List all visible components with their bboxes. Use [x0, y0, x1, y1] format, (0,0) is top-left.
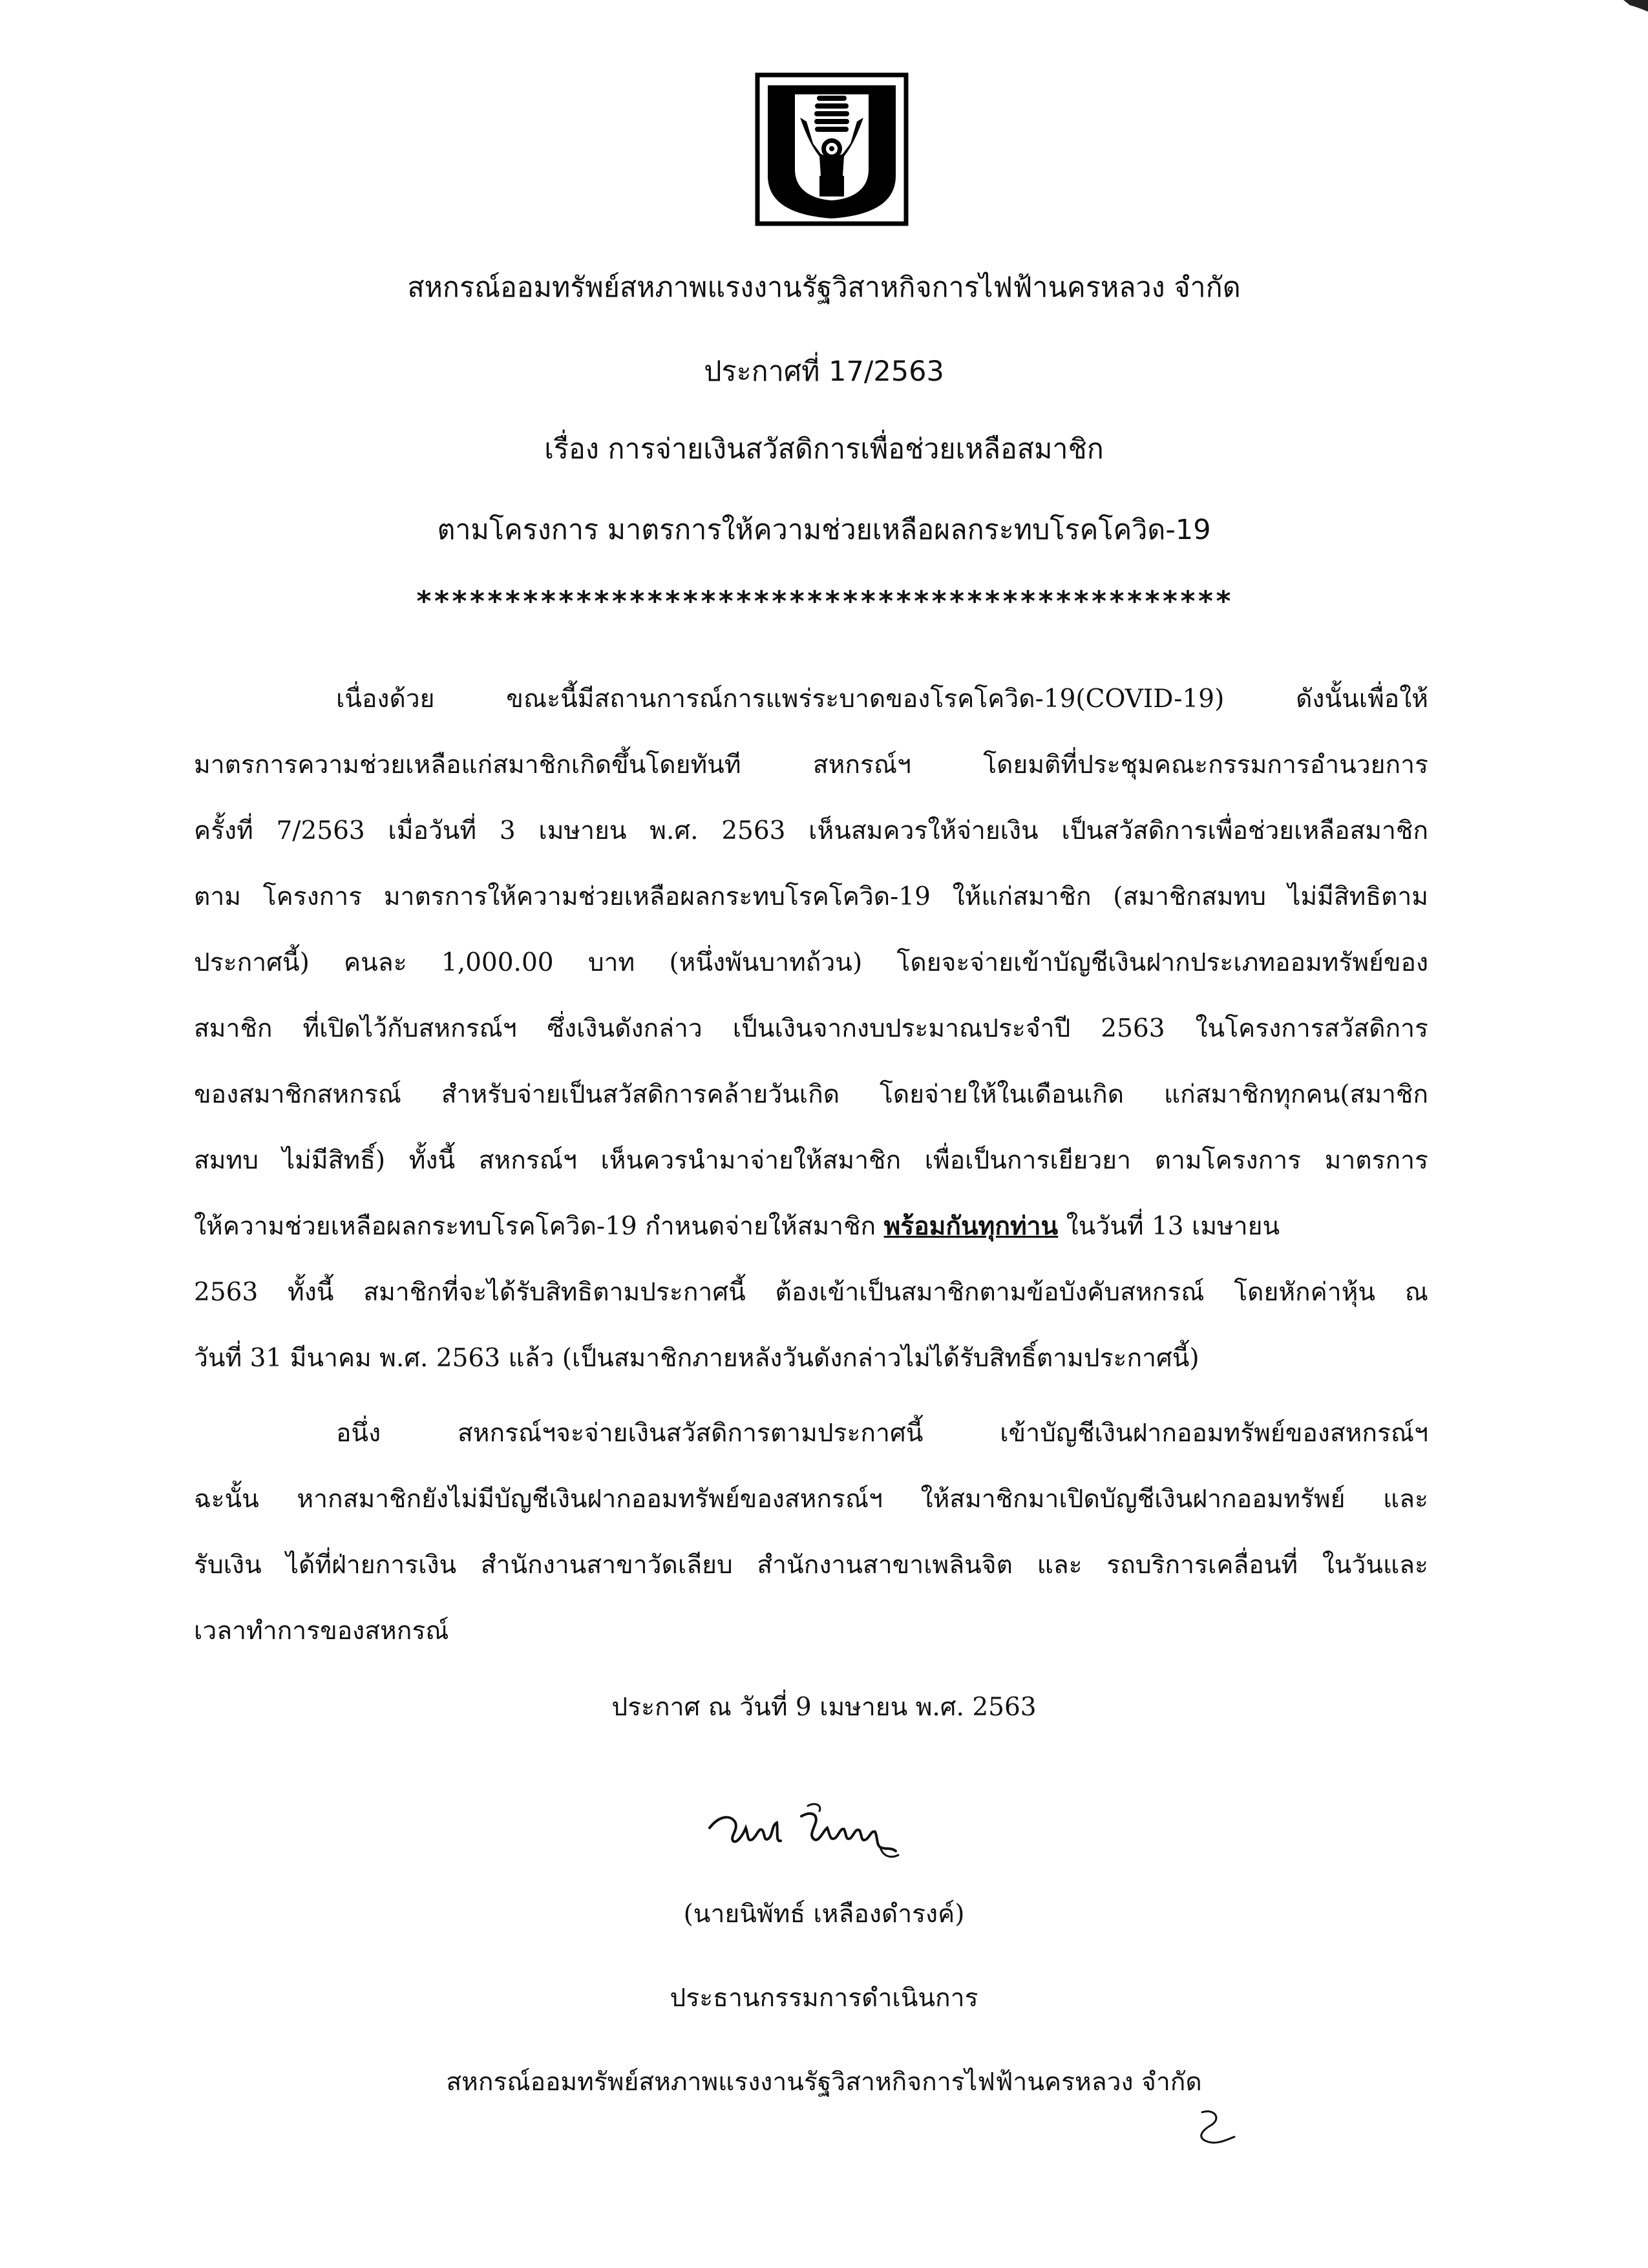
- body-line: สมาชิก ที่เปิดไว้กับสหกรณ์ฯ ซึ่งเงินดังกล่าว เป็นเงินจากงบประมาณประจำปี 2563 ในโครงการสวัสดิการ: [194, 1014, 1428, 1043]
- emphasis-text: พร้อมกันทุกท่าน: [883, 1211, 1059, 1241]
- body-line: มาตรการความช่วยเหลือแก่สมาชิกเกิดขึ้นโดยทันที สหกรณ์ฯ โดยมติที่ประชุมคณะกรรมการอำนวยการ: [194, 750, 1428, 779]
- signer-name: (นายนิพัทธ์ เหลืองดำรงค์): [683, 1900, 965, 1929]
- announcement-number: ประกาศที่ 17/2563: [704, 355, 944, 388]
- body-line: วันที่ 31 มีนาคม พ.ศ. 2563 แล้ว (เป็นสมาชิกภายหลังวันดังกล่าวไม่ได้รับสิทธิ์ตามประกาศนี้): [194, 1344, 1199, 1373]
- body-line: ของสมาชิกสหกรณ์ สำหรับจ่ายเป็นสวัสดิการคล้ายวันเกิด โดยจ่ายให้ในเดือนเกิด แก่สมาชิกทุกคน(สมาชิก: [194, 1080, 1428, 1109]
- body-line: เวลาทำการของสหกรณ์: [194, 1616, 449, 1646]
- body-line: 2563 ทั้งนี้ สมาชิกที่จะได้รับสิทธิตามประกาศนี้ ต้องเข้าเป็นสมาชิกตามข้อบังคับสหกรณ์ โดยหักค่าหุ้น ณ: [194, 1278, 1428, 1307]
- handwritten-signature: [704, 1797, 911, 1868]
- body-line: ฉะนั้น หากสมาชิกยังไม่มีบัญชีเงินฝากออมทรัพย์ของสหกรณ์ฯ ให้สมาชิกมาเปิดบัญชีเงินฝากออมทรัพย์ และ: [194, 1485, 1428, 1514]
- signer-title: ประธานกรรมการดำเนินการ: [670, 1984, 978, 2013]
- body-line: สมทบ ไม่มีสิทธิ์) ทั้งนี้ สหกรณ์ฯ เห็นควรนำมาจ่ายให้สมาชิก เพื่อเป็นการเยียวยา ตามโครงการ มาตรการ: [194, 1146, 1428, 1175]
- body-line: ครั้งที่ 7/2563 เมื่อวันที่ 3 เมษายน พ.ศ. 2563 เห็นสมควรให้จ่ายเงิน เป็นสวัสดิการเพื่อช่วยเหลือสมาชิก: [194, 816, 1428, 845]
- pen-stroke: [1176, 2099, 1247, 2151]
- body-line: เนื่องด้วย ขณะนี้มีสถานการณ์การแพร่ระบาดของโรคโควิด-19(COVID-19) ดังนั้นเพื่อให้: [336, 684, 1428, 714]
- body-line: รับเงิน ได้ที่ฝ่ายการเงิน สำนักงานสาขาวัดเลียบ สำนักงานสาขาเพลินจิต และ รถบริการเคลื่อนที่ ในวันและ: [194, 1551, 1428, 1580]
- organization-title: สหกรณ์ออมทรัพย์สหภาพแรงงานรัฐวิสาหกิจการไฟฟ้านครหลวง จำกัด: [407, 271, 1241, 304]
- subject-line-2: ตามโครงการ มาตรการให้ความช่วยเหลือผลกระทบโรคโควิด-19: [437, 514, 1211, 546]
- body-line: [194, 1206, 1428, 1246]
- body-line: ตาม โครงการ มาตรการให้ความช่วยเหลือผลกระทบโรคโควิด-19 ให้แก่สมาชิก (สมาชิกสมทบ ไม่มีสิทธิตาม: [194, 882, 1428, 911]
- signer-organization: สหกรณ์ออมทรัพย์สหภาพแรงงานรัฐวิสาหกิจการไฟฟ้านครหลวง จำกัด: [446, 2068, 1202, 2097]
- body-line: ประกาศนี้) คนละ 1,000.00 บาท (หนึ่งพันบาทถ้วน) โดยจะจ่ายเข้าบัญชีเงินฝากประเภทออมทรัพย์ของ: [194, 948, 1428, 977]
- body-text: ให้ความช่วยเหลือผลกระทบโรคโควิด-19 กำหนดจ่ายให้สมาชิก: [194, 1212, 884, 1241]
- body-line: อนึ่ง สหกรณ์ฯจะจ่ายเงินสวัสดิการตามประกาศนี้ เข้าบัญชีเงินฝากออมทรัพย์ของสหกรณ์ฯ: [336, 1419, 1428, 1448]
- announcement-date: ประกาศ ณ วันที่ 9 เมษายน พ.ศ. 2563: [611, 1693, 1037, 1722]
- cooperative-logo: [755, 72, 909, 226]
- scan-speck: [1616, 0, 1648, 26]
- subject-line-1: เรื่อง การจ่ายเงินสวัสดิการเพื่อช่วยเหลือสมาชิก: [544, 433, 1104, 465]
- body-text: ในวันที่ 13 เมษายน: [1058, 1212, 1280, 1241]
- divider-asterisks: **********************************************: [415, 585, 1233, 618]
